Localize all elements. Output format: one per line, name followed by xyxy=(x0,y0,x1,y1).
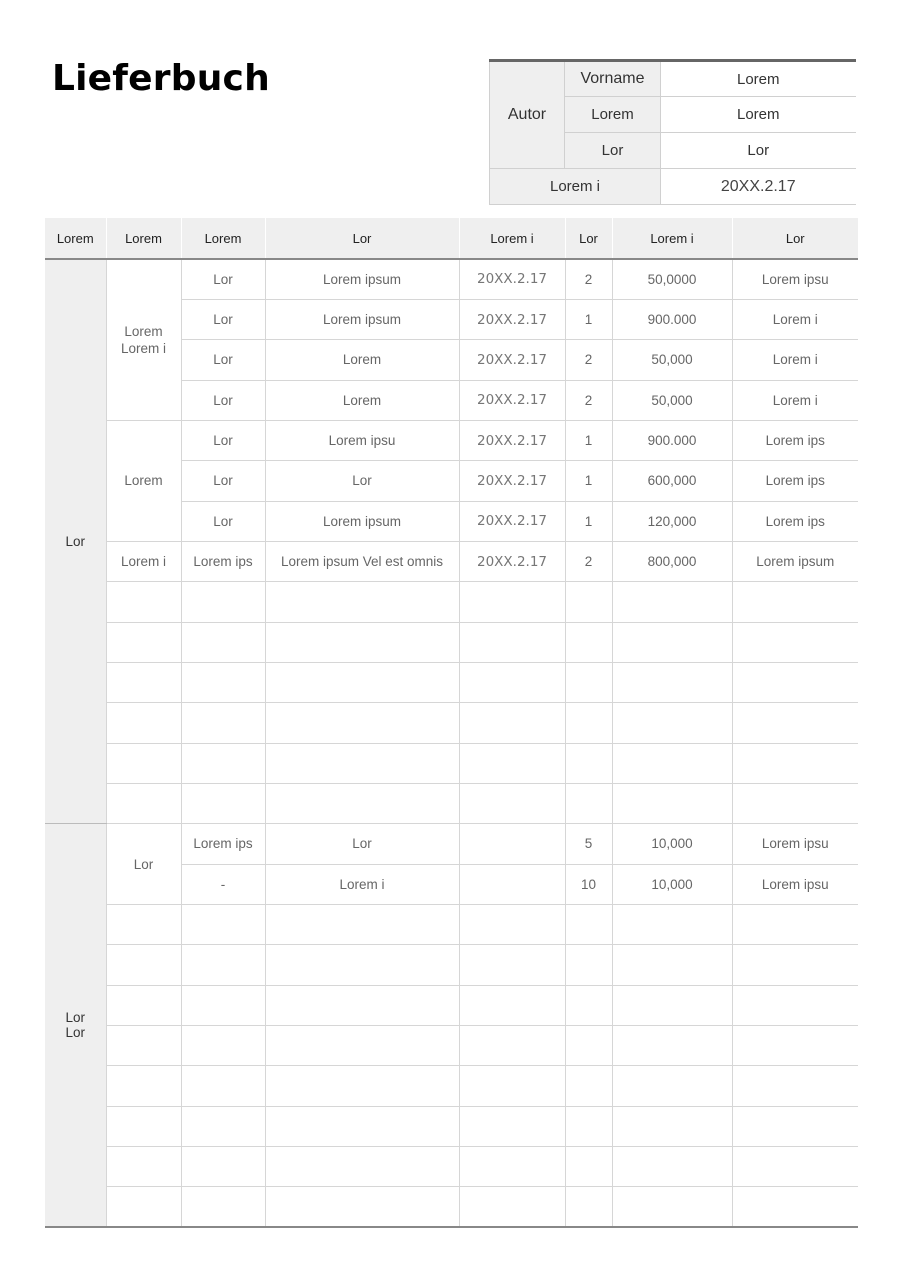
table-cell xyxy=(181,662,265,702)
table-cell xyxy=(106,662,181,702)
table-cell: 10 xyxy=(565,864,612,904)
table-cell: Lor xyxy=(181,501,265,541)
empty-row xyxy=(45,1066,858,1106)
table-cell: 1 xyxy=(565,299,612,339)
table-cell xyxy=(265,945,459,985)
table-cell xyxy=(265,743,459,783)
group-label: Lor xyxy=(45,259,106,824)
table-cell xyxy=(265,905,459,945)
table-cell: 20XX.2.17 xyxy=(459,420,565,460)
table-cell: Lor xyxy=(181,461,265,501)
table-cell xyxy=(265,622,459,662)
page-title: Lieferbuch xyxy=(52,58,270,99)
table-cell: Lorem ips xyxy=(732,420,858,460)
table-row xyxy=(45,420,858,460)
table-cell xyxy=(732,703,858,743)
table-cell xyxy=(459,622,565,662)
table-cell: Lor xyxy=(181,420,265,460)
table-cell xyxy=(732,1026,858,1066)
author-field-value: Lorem xyxy=(661,97,856,133)
table-cell xyxy=(612,662,732,702)
table-cell xyxy=(459,662,565,702)
empty-row xyxy=(45,743,858,783)
table-cell: Lorem ipsum xyxy=(265,299,459,339)
table-cell xyxy=(459,1147,565,1187)
group-label: Lor Lor xyxy=(45,824,106,1227)
subgroup-label: Lor xyxy=(106,824,181,905)
table-cell: Lor xyxy=(265,461,459,501)
table-cell xyxy=(106,783,181,823)
table-cell: Lorem ipsu xyxy=(732,259,858,299)
table-cell xyxy=(459,985,565,1025)
table-cell: 800,000 xyxy=(612,541,732,581)
table-cell xyxy=(181,1106,265,1146)
table-cell: 20XX.2.17 xyxy=(459,501,565,541)
empty-row xyxy=(45,662,858,702)
table-cell xyxy=(459,582,565,622)
column-header: Lorem xyxy=(181,218,265,259)
column-header: Lor xyxy=(732,218,858,259)
table-cell xyxy=(732,1187,858,1227)
table-cell xyxy=(612,945,732,985)
table-cell xyxy=(106,1187,181,1227)
table-row xyxy=(45,824,858,864)
table-cell: 50,000 xyxy=(612,380,732,420)
empty-row xyxy=(45,945,858,985)
column-header: Lorem xyxy=(106,218,181,259)
table-cell xyxy=(265,783,459,823)
table-cell xyxy=(732,1147,858,1187)
table-cell: Lorem i xyxy=(732,340,858,380)
table-cell: Lorem ipsum xyxy=(265,259,459,299)
empty-row xyxy=(45,622,858,662)
table-row xyxy=(45,259,858,299)
table-cell: 2 xyxy=(565,340,612,380)
table-cell xyxy=(732,1106,858,1146)
table-cell: Lorem xyxy=(265,380,459,420)
empty-row xyxy=(45,1187,858,1227)
table-cell: 20XX.2.17 xyxy=(459,380,565,420)
table-cell xyxy=(181,1026,265,1066)
table-cell xyxy=(565,945,612,985)
table-cell xyxy=(732,1066,858,1106)
table-cell xyxy=(612,703,732,743)
table-cell xyxy=(265,1106,459,1146)
table-cell: Lorem ips xyxy=(732,501,858,541)
author-label: Autor xyxy=(490,61,565,169)
table-cell xyxy=(106,1147,181,1187)
table-cell: 20XX.2.17 xyxy=(459,541,565,581)
delivery-table xyxy=(45,218,858,1228)
table-cell xyxy=(459,783,565,823)
table-cell xyxy=(732,582,858,622)
table-cell: 1 xyxy=(565,501,612,541)
table-cell xyxy=(106,743,181,783)
table-cell: Lorem ipsu xyxy=(265,420,459,460)
table-cell xyxy=(265,582,459,622)
table-cell xyxy=(181,905,265,945)
table-cell: 2 xyxy=(565,380,612,420)
table-cell: 20XX.2.17 xyxy=(459,461,565,501)
table-cell xyxy=(612,743,732,783)
empty-row xyxy=(45,1147,858,1187)
date-label: Lorem i xyxy=(490,169,661,205)
table-cell xyxy=(181,1066,265,1106)
table-cell: 20XX.2.17 xyxy=(459,259,565,299)
table-cell xyxy=(565,703,612,743)
table-cell xyxy=(612,1066,732,1106)
table-cell xyxy=(265,703,459,743)
table-cell: Lor xyxy=(265,824,459,864)
table-cell xyxy=(732,662,858,702)
table-cell: 900.000 xyxy=(612,299,732,339)
table-cell xyxy=(181,582,265,622)
table-cell xyxy=(612,1106,732,1146)
table-cell xyxy=(732,743,858,783)
table-cell: Lorem ipsum Vel est omnis xyxy=(265,541,459,581)
table-cell xyxy=(181,703,265,743)
table-cell: 20XX.2.17 xyxy=(459,299,565,339)
table-cell: Lorem i xyxy=(106,541,181,581)
table-cell: 600,000 xyxy=(612,461,732,501)
table-cell xyxy=(106,945,181,985)
table-cell: Lorem ipsum xyxy=(732,541,858,581)
table-cell xyxy=(612,622,732,662)
table-cell: Lorem ips xyxy=(181,824,265,864)
table-cell: 2 xyxy=(565,541,612,581)
table-cell xyxy=(106,703,181,743)
table-cell xyxy=(732,985,858,1025)
table-cell xyxy=(106,985,181,1025)
table-cell: Lorem ipsum xyxy=(265,501,459,541)
table-cell: 1 xyxy=(565,420,612,460)
table-cell xyxy=(612,783,732,823)
table-cell: 10,000 xyxy=(612,824,732,864)
author-field-label: Lor xyxy=(565,133,661,169)
table-cell: 900.000 xyxy=(612,420,732,460)
table-row xyxy=(45,541,858,581)
column-header: Lor xyxy=(565,218,612,259)
table-cell xyxy=(565,1106,612,1146)
table-cell xyxy=(181,743,265,783)
table-cell xyxy=(612,1026,732,1066)
table-cell: Lor xyxy=(181,299,265,339)
table-cell xyxy=(459,905,565,945)
empty-row xyxy=(45,905,858,945)
empty-row xyxy=(45,1106,858,1146)
column-header: Lor xyxy=(265,218,459,259)
table-cell xyxy=(565,622,612,662)
table-cell xyxy=(181,985,265,1025)
column-header: Lorem i xyxy=(459,218,565,259)
empty-row xyxy=(45,703,858,743)
table-cell xyxy=(565,783,612,823)
table-cell xyxy=(181,783,265,823)
table-cell xyxy=(459,864,565,904)
table-cell: 50,0000 xyxy=(612,259,732,299)
empty-row xyxy=(45,783,858,823)
table-cell: Lor xyxy=(181,380,265,420)
table-cell xyxy=(565,1147,612,1187)
table-cell xyxy=(106,905,181,945)
column-header: Lorem xyxy=(45,218,106,259)
table-cell xyxy=(459,945,565,985)
author-field-value: Lorem xyxy=(661,61,856,97)
table-cell xyxy=(106,622,181,662)
table-cell xyxy=(265,1026,459,1066)
table-cell xyxy=(459,743,565,783)
author-info-table xyxy=(489,59,856,205)
table-cell xyxy=(106,1066,181,1106)
table-cell xyxy=(181,945,265,985)
table-cell: Lorem ipsu xyxy=(732,824,858,864)
table-cell xyxy=(732,905,858,945)
table-cell xyxy=(565,582,612,622)
table-cell xyxy=(565,1187,612,1227)
table-cell xyxy=(459,824,565,864)
table-cell xyxy=(265,1066,459,1106)
table-cell xyxy=(459,1066,565,1106)
table-cell: - xyxy=(181,864,265,904)
table-cell: Lorem i xyxy=(732,380,858,420)
table-cell xyxy=(459,703,565,743)
table-cell xyxy=(565,743,612,783)
table-cell xyxy=(106,582,181,622)
table-cell: 5 xyxy=(565,824,612,864)
table-cell: 120,000 xyxy=(612,501,732,541)
table-cell xyxy=(459,1187,565,1227)
table-cell xyxy=(265,1187,459,1227)
table-cell xyxy=(565,662,612,702)
empty-row xyxy=(45,1026,858,1066)
table-cell xyxy=(565,1026,612,1066)
table-cell: Lor xyxy=(181,340,265,380)
table-cell: 20XX.2.17 xyxy=(459,340,565,380)
table-cell: Lor xyxy=(181,259,265,299)
table-cell: Lorem ips xyxy=(732,461,858,501)
empty-row xyxy=(45,582,858,622)
table-cell xyxy=(732,622,858,662)
table-cell: Lorem ipsu xyxy=(732,864,858,904)
table-cell xyxy=(265,662,459,702)
table-cell xyxy=(565,1066,612,1106)
table-cell xyxy=(565,985,612,1025)
table-cell xyxy=(106,1106,181,1146)
subgroup-label: Lorem Lorem i xyxy=(106,259,181,420)
author-field-label: Lorem xyxy=(565,97,661,133)
table-cell xyxy=(732,783,858,823)
empty-row xyxy=(45,985,858,1025)
table-cell xyxy=(181,622,265,662)
author-field-label: Vorname xyxy=(565,61,661,97)
subgroup-label: Lorem xyxy=(106,420,181,541)
column-header: Lorem i xyxy=(612,218,732,259)
author-field-value: Lor xyxy=(661,133,856,169)
table-cell: 50,000 xyxy=(612,340,732,380)
table-cell xyxy=(459,1106,565,1146)
table-cell xyxy=(612,582,732,622)
table-cell: Lorem i xyxy=(732,299,858,339)
table-cell xyxy=(181,1187,265,1227)
table-cell xyxy=(459,1026,565,1066)
table-cell: Lorem ips xyxy=(181,541,265,581)
table-cell: 2 xyxy=(565,259,612,299)
table-cell xyxy=(265,985,459,1025)
table-cell xyxy=(612,1147,732,1187)
table-cell xyxy=(106,1026,181,1066)
table-cell: 10,000 xyxy=(612,864,732,904)
table-cell: 1 xyxy=(565,461,612,501)
table-cell xyxy=(612,1187,732,1227)
date-value: 20XX.2.17 xyxy=(661,169,856,205)
table-cell xyxy=(265,1147,459,1187)
table-cell xyxy=(612,905,732,945)
table-cell xyxy=(181,1147,265,1187)
table-cell xyxy=(732,945,858,985)
table-header-row xyxy=(45,218,858,259)
table-cell: Lorem i xyxy=(265,864,459,904)
table-cell: Lorem xyxy=(265,340,459,380)
table-cell xyxy=(565,905,612,945)
table-cell xyxy=(612,985,732,1025)
